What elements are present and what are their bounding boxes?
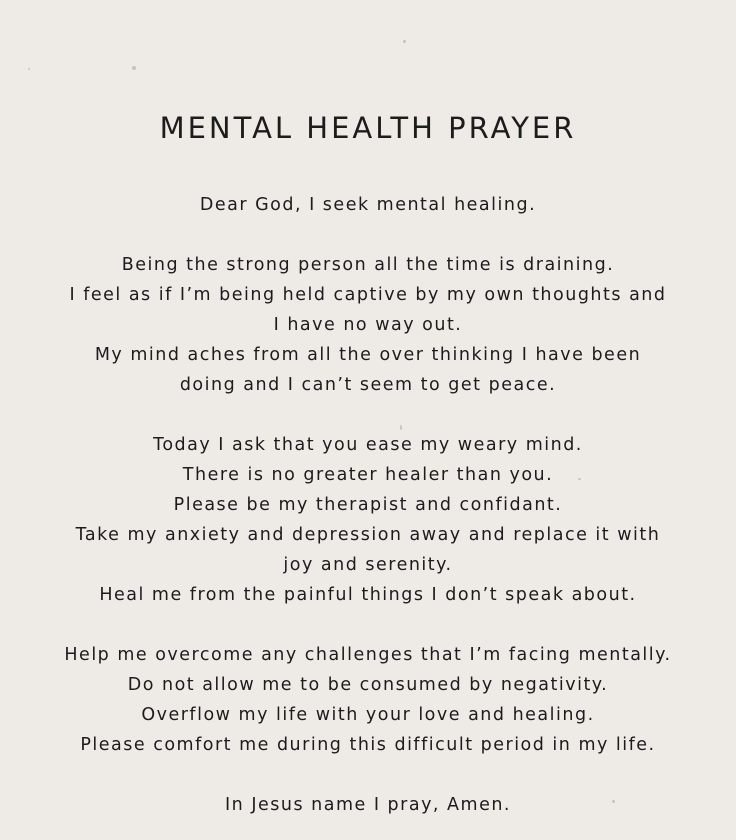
stanza2-line: Today I ask that you ease my weary mind. — [153, 435, 583, 455]
stanza1-line: I have no way out. — [273, 315, 463, 335]
closing-line: In Jesus name I pray, Amen. — [225, 795, 511, 815]
page-title: MENTAL HEALTH PRAYER — [159, 111, 577, 145]
stanza2-line: Please be my therapist and confidant. — [173, 495, 563, 515]
stanza2-line: joy and serenity. — [283, 555, 453, 575]
stanza3-line: Do not allow me to be consumed by negativity. — [127, 675, 609, 695]
stanza2-line: Take my anxiety and depression away and replace it with — [75, 525, 661, 545]
stanza3-line: Overflow my life with your love and healing. — [141, 705, 595, 725]
stanza2-line: There is no greater healer than you. — [182, 465, 554, 485]
stanza1-line: Being the strong person all the time is draining. — [121, 255, 615, 275]
stanza-gap — [0, 400, 736, 430]
opening-line: Dear God, I seek mental healing. — [199, 195, 537, 215]
stanza1-line: I feel as if I’m being held captive by my own thoughts and — [69, 285, 667, 305]
prayer-body — [0, 190, 736, 820]
stanza-gap — [0, 760, 736, 790]
stanza1-line: My mind aches from all the over thinking I have been — [94, 345, 642, 365]
paper-speck — [403, 40, 406, 43]
stanza-gap — [0, 610, 736, 640]
stanza3-line: Help me overcome any challenges that I’m facing mentally. — [64, 645, 672, 665]
stanza1-line: doing and I can’t seem to get peace. — [179, 375, 557, 395]
stanza2-line: Heal me from the painful things I don’t speak about. — [99, 585, 637, 605]
stanza-gap — [0, 220, 736, 250]
stanza3-line: Please comfort me during this difficult period in my life. — [80, 735, 656, 755]
paper-speck — [132, 66, 136, 70]
paper-speck — [28, 68, 30, 70]
